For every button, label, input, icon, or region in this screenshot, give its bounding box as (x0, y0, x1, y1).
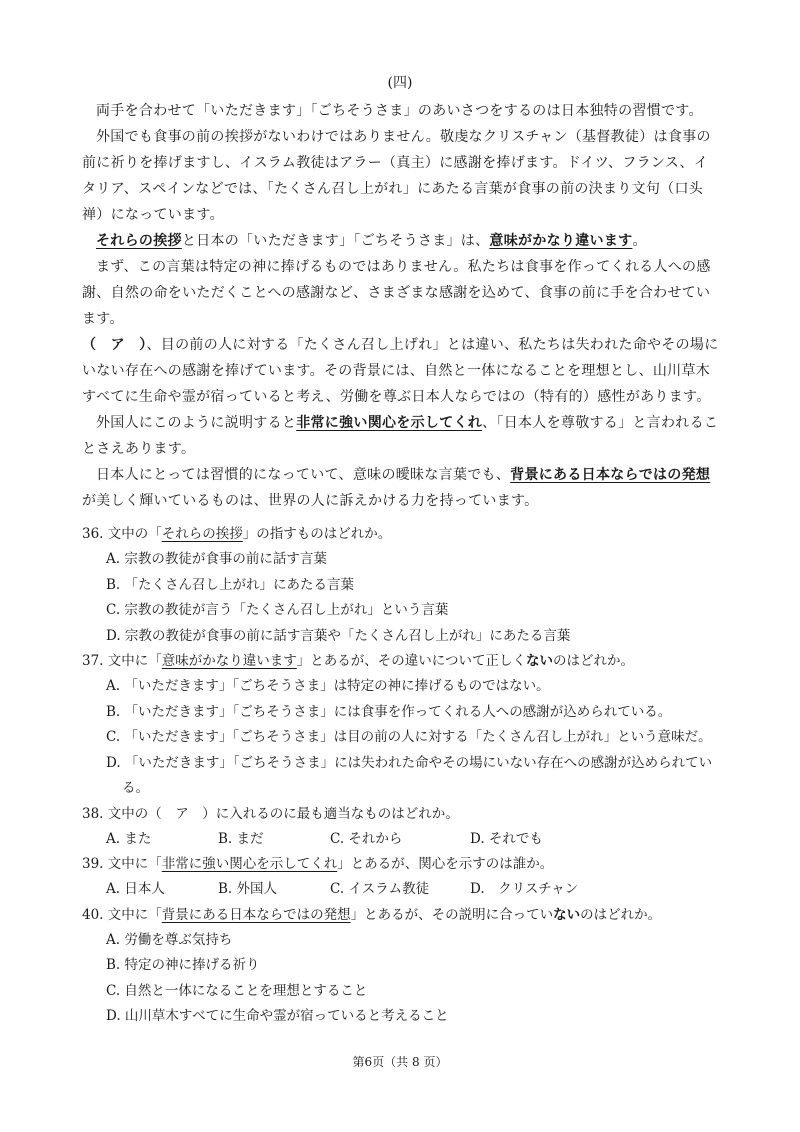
question-37-prefix: 37. 文中に「 (82, 653, 162, 669)
paragraph-6-end: 、「日本人を尊敬する」と言われることさえあります。 (82, 415, 719, 457)
question-37-option-a[interactable]: A. 「いただきます」「ごちそうさま」は特定の神に捧げるものではない。 (106, 678, 550, 694)
question-36-option-b[interactable]: B. 「たくさん召し上がれ」にあたる言葉 (106, 576, 355, 593)
question-36-option-a[interactable]: A. 宗教の教徒が食事の前に話す言葉 (106, 551, 327, 567)
question-36-option-d[interactable]: D. 宗教の教徒が食事の前に話す言葉や「たくさん召し上がれ」にあたる言葉 (106, 627, 571, 644)
question-38-options (82, 827, 732, 853)
paragraph-7 (82, 462, 722, 514)
question-37-emphasis: ない (526, 653, 553, 669)
question-38-option-d[interactable]: D. それでも (470, 830, 543, 847)
underlined-phrase-meaning: 意味がかなり違います (489, 233, 633, 249)
question-40-suffix: のはどれか。 (580, 906, 662, 923)
question-38-option-b[interactable]: B. まだ (218, 830, 264, 847)
question-37-underlined: 意味がかなり違います (161, 653, 297, 669)
paragraph-5 (82, 332, 722, 410)
question-36-prefix: 36. 文中の「 (82, 526, 162, 542)
question-36-option-c[interactable]: C. 宗教の教徒が言う「たくさん召し上がれ」という言葉 (106, 602, 449, 618)
page-footer: 第6页（共 8 页） (352, 1055, 448, 1069)
underlined-phrase-greetings: それらの挨拶 (96, 233, 182, 249)
paragraph-1: 両手を合わせて「いただきます」「ごちそうさま」のあいさつをするのは日本独特の習慣です。 (96, 103, 703, 119)
question-39-options (82, 877, 732, 903)
question-list (82, 522, 732, 1030)
blank-a: （ ア ） (82, 337, 147, 353)
paragraph-3-end: 。 (632, 233, 647, 249)
paragraph-3 (82, 228, 722, 254)
question-40-prefix: 40. 文中に「 (82, 906, 162, 923)
question-39-option-c[interactable]: C. イスラム教徒 (330, 881, 430, 897)
paragraph-7-start: 日本人にとっては習慣的になっていて、意味の曖昧な言葉でも、 (96, 467, 511, 483)
question-39-option-d[interactable]: D. クリスチャン (470, 881, 579, 897)
question-39-option-b[interactable]: B. 外国人 (218, 881, 278, 897)
question-40 (82, 903, 732, 928)
question-38-option-c[interactable]: C. それから (330, 830, 403, 847)
paragraph-3-text: と日本の「いただきます」「ごちそうさま」は、 (181, 233, 490, 249)
section-title: (四) (387, 75, 413, 91)
question-38: 38. 文中の（ ア ）に入れるのに最も適当なものはどれか。 (82, 805, 459, 822)
question-39 (82, 852, 732, 877)
question-40-option-c[interactable]: C. 自然と一体になることを理想とすること (106, 982, 368, 999)
question-40-option-a[interactable]: A. 労働を尊ぶ気持ち (106, 931, 233, 948)
paragraph-6-start: 外国人にこのように説明すると (96, 415, 297, 431)
question-36-suffix: 」の指すものはどれか。 (242, 526, 392, 542)
reading-passage (82, 98, 722, 514)
question-40-underlined: 背景にある日本ならではの発想 (161, 906, 351, 923)
question-37-option-d[interactable]: D. 「いただきます」「ごちそうさま」には失われた命やその場にいない存在への感謝が込められている。 (106, 754, 713, 796)
question-39-underlined: 非常に強い関心を示してくれ (161, 856, 338, 872)
paragraph-2: 外国でも食事の前の挨拶がないわけではありません。敬虔なクリスチャン（基督教徒）は食事の前に祈りを捧げますし、イスラム教徒はアラー（真主）に感謝を捧げます。ドイツ、フランス、イタリア、スペインなどでは、「たくさん召し上がれ」にあたる言葉が食事の前の決まり文句（口头禅）になっています。 (82, 129, 711, 223)
question-37-option-b[interactable]: B. 「いただきます」「ごちそうさま」には食事を作ってくれる人への感謝が込められている。 (106, 703, 672, 720)
question-39-option-a[interactable]: A. 日本人 (106, 881, 165, 897)
question-37-option-c[interactable]: C. 「いただきます」「ごちそうさま」は目の前の人に対する「たくさん召し上がれ」という意味だ。 (106, 729, 712, 745)
question-40-emphasis: ない (553, 906, 581, 923)
question-40-middle: 」とあるが、その説明に合ってい (350, 906, 554, 923)
question-39-prefix: 39. 文中に「 (82, 856, 162, 872)
paragraph-6 (82, 410, 722, 462)
question-37-suffix: のはどれか。 (553, 653, 634, 669)
question-37-middle: 」とあるが、その違いについて正しく (296, 653, 526, 669)
question-40-option-d[interactable]: D. 山川草木すべてに生命や霊が宿っていると考えること (106, 1008, 449, 1024)
paragraph-4: まず、この言葉は特定の神に捧げるものではありません。私たちは食事を作ってくれる人への感謝、自然の命をいただくことへの感謝など、さまざまな感謝を込めて、食事の前に手を合わせています。 (82, 259, 711, 327)
question-40-option-b[interactable]: B. 特定の神に捧げる祈り (106, 957, 260, 973)
underlined-phrase-background: 背景にある日本ならではの発想 (510, 467, 711, 483)
question-36-underlined: それらの挨拶 (161, 526, 243, 542)
question-38-option-a[interactable]: A. また (106, 830, 152, 847)
question-36 (82, 522, 732, 547)
paragraph-7-end: が美しく輝いているものは、世界の人に訴えかける力を持っています。 (82, 493, 539, 509)
underlined-phrase-interest: 非常に強い関心を示してくれ (296, 415, 483, 431)
question-39-suffix: 」とあるが、関心を示すのは誰か。 (337, 856, 554, 872)
paragraph-5-text: 、目の前の人に対する「たくさん召し上げれ」とは違い、私たちは失われた命やその場にいない存在への感謝を捧げています。その背景には、自然と一体になることを理想とし、山川草木すべてに生命や霊が宿っていると考え、労働を尊ぶ日本人ならではの（特有的）感性があります。 (82, 337, 719, 405)
question-37 (82, 649, 732, 674)
